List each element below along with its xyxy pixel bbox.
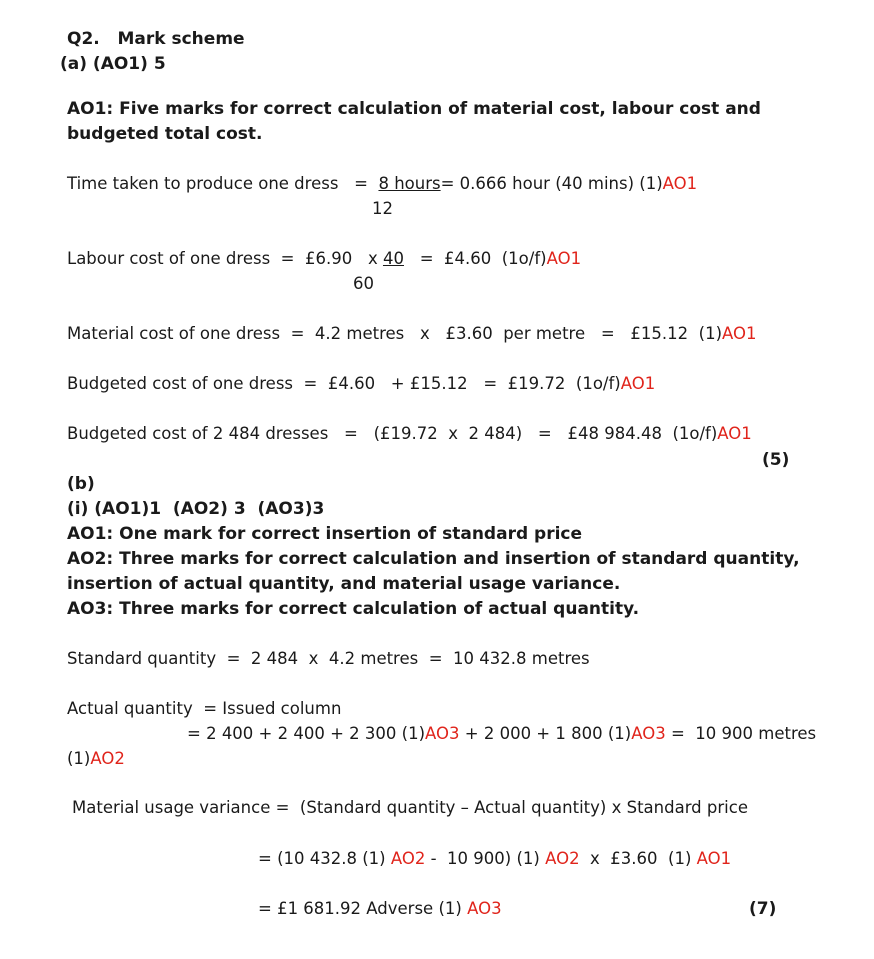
ao-tag: AO1 xyxy=(620,374,656,393)
variance-calc: = (10 432.8 (1) AO2 - 10 900) (1) AO2 x £3.60 (1) AO1 xyxy=(258,849,732,868)
ao-tag: AO1 xyxy=(546,249,582,268)
ao-tag: AO1 xyxy=(662,174,698,193)
ao2-criteria-line2: insertion of actual quantity, and material usage variance. xyxy=(67,574,621,594)
part-b-split: (i) (AO1)1 (AO2) 3 (AO3)3 xyxy=(67,499,325,519)
time-denominator: 12 xyxy=(372,199,393,218)
labour-cost-line: Labour cost of one dress = £6.90 x 40 = £4.60 (1o/f)AO1 xyxy=(67,249,582,268)
ao-tag: AO3 xyxy=(467,899,502,918)
ao-tag: AO1 xyxy=(722,324,757,343)
question-title: Q2. Mark scheme xyxy=(67,29,245,49)
ao-tag: AO1 xyxy=(717,424,752,443)
ao-tag: AO3 xyxy=(631,724,666,743)
ao-tag: AO3 xyxy=(425,724,460,743)
part-b-marks: (7) xyxy=(749,899,777,919)
labour-denominator: 60 xyxy=(353,274,374,293)
ao1-criteria-line2: budgeted total cost. xyxy=(67,124,263,144)
standard-quantity-line: Standard quantity = 2 484 x 4.2 metres = 10 432.8 metres xyxy=(67,649,590,668)
ao2-criteria-line1: AO2: Three marks for correct calculation and insertion of standard quantity, xyxy=(67,549,800,569)
budget-one-dress-line: Budgeted cost of one dress = £4.60 + £15.12 = £19.72 (1o/f)AO1 xyxy=(67,374,656,393)
actual-quantity-mark: (1)AO2 xyxy=(67,749,125,768)
time-per-dress-line: Time taken to produce one dress = 8 hours= 0.666 hour (40 mins) (1)AO1 xyxy=(67,174,698,193)
ao-tag: AO1 xyxy=(696,849,732,868)
actual-quantity-calc: = 2 400 + 2 400 + 2 300 (1)AO3 + 2 000 + 1 800 (1)AO3 = 10 900 metres xyxy=(187,724,817,743)
ao3-criteria: AO3: Three marks for correct calculation of actual quantity. xyxy=(67,599,640,619)
ao1-criteria: AO1: One mark for correct insertion of standard price xyxy=(67,524,583,544)
ao1-criteria-line1: AO1: Five marks for correct calculation of material cost, labour cost and xyxy=(67,99,761,119)
material-cost-line: Material cost of one dress = 4.2 metres x £3.60 per metre = £15.12 (1)AO1 xyxy=(67,324,757,343)
ao-tag: AO2 xyxy=(390,849,426,868)
actual-quantity-label: Actual quantity = Issued column xyxy=(67,699,342,718)
variance-result: = £1 681.92 Adverse (1) AO3 xyxy=(258,899,502,918)
variance-formula: Material usage variance = (Standard quantity – Actual quantity) x Standard price xyxy=(72,798,748,817)
ao-tag: AO2 xyxy=(90,749,125,768)
part-a-marks: (5) xyxy=(762,450,790,470)
ao-tag: AO2 xyxy=(545,849,580,868)
time-numerator: 8 hours xyxy=(378,174,441,193)
part-b-heading: (b) xyxy=(67,474,95,494)
labour-numerator: 40 xyxy=(382,249,404,268)
part-a-heading: (a) (AO1) 5 xyxy=(60,54,166,74)
budget-total-line: Budgeted cost of 2 484 dresses = (£19.72 x 2 484) = £48 984.48 (1o/f)AO1 xyxy=(67,424,752,443)
